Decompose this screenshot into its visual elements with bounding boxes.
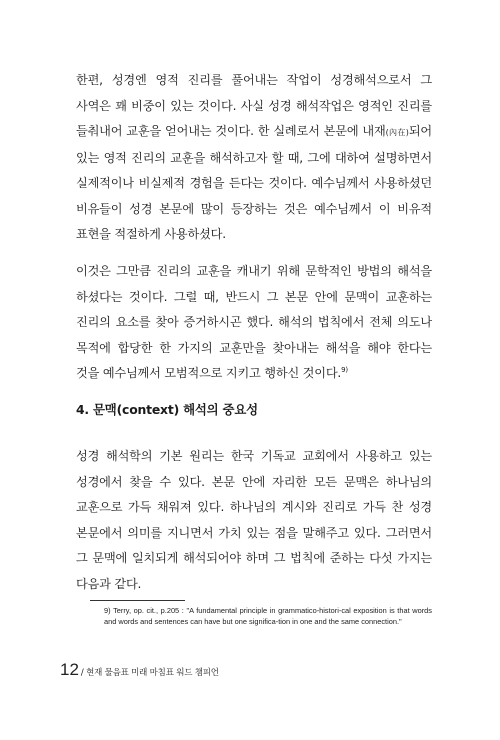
section-heading: 4. 문맥(context) 해석의 중요성: [76, 402, 258, 417]
hanja-annotation: (內在): [385, 128, 409, 137]
page-number: 12: [60, 660, 79, 679]
body-paragraph-3: 성경 해석학의 기본 원리는 한국 기독교 교회에서 사용하고 있는 성경에서 찾을 수 있다. 본문 안에 자리한 모든 문맥은 하나님의 교훈으로 가득 채워져 있다. 하나님의 계시와 진리로 가득 찬 성경 본문에서 의미를 지니면서 가치 있는 점을 말해주고 있다. 그러면서 그 문맥에 일치되게 해석되어야 하며 그 법칙에 준하는 다섯 가지는 다음과 같다.: [76, 449, 432, 591]
paragraph-1-text-before: 한편, 성경엔 영적 진리를 풀어내는 작업이 성경해석으로서 그 사역은 꽤 비중이 있는 것이다. 사실 성경 해석작업은 영적인 진리를 들춰내어 교훈을 얻어내는 것이다. 한 실례로서 본문에 내재: [76, 73, 432, 138]
footnote-reference: 9): [341, 365, 348, 374]
running-title: / 현재 물음표 미래 마침표 워드 챔피언: [80, 668, 219, 678]
footnote-divider: [90, 600, 185, 601]
paragraph-1-text-after: 되어 있는 영적 진리의 교훈을 해석하고자 할 때, 그에 대하여 설명하면서 실제적이나 비실제적 경험을 든다는 것이다. 예수님께서 사용하셨던 비유들이 성경 본문에 많이 등장하는 것은 예수님께서 이 비유적 표현을 적절하게 사용하셨다.: [76, 124, 432, 241]
body-paragraph-2: [76, 259, 432, 387]
footnote-text: 9) Terry, op. cit., p.205 : "A fundamental principle in grammatico-histori-cal exposition is that words and words and sentences can have but one significa-tion in one and the same connection.": [104, 606, 432, 626]
body-paragraph-1: [76, 68, 432, 248]
page-footer: [60, 660, 219, 682]
paragraph-2-text: 이것은 그만큼 진리의 교훈을 캐내기 위해 문학적인 방법의 해석을 하셨다는 것이다. 그럴 때, 반드시 그 본문 안에 문맥이 교훈하는 진리의 요소를 찾아 증거하시곤 했다. 해석의 법칙에서 전체 의도나 목적에 합당한 한 가지의 교훈만을 찾아내는 해석을 해야 한다는 것을 예수님께서 모범적으로 지키고 행하신 것이다.: [76, 264, 432, 380]
